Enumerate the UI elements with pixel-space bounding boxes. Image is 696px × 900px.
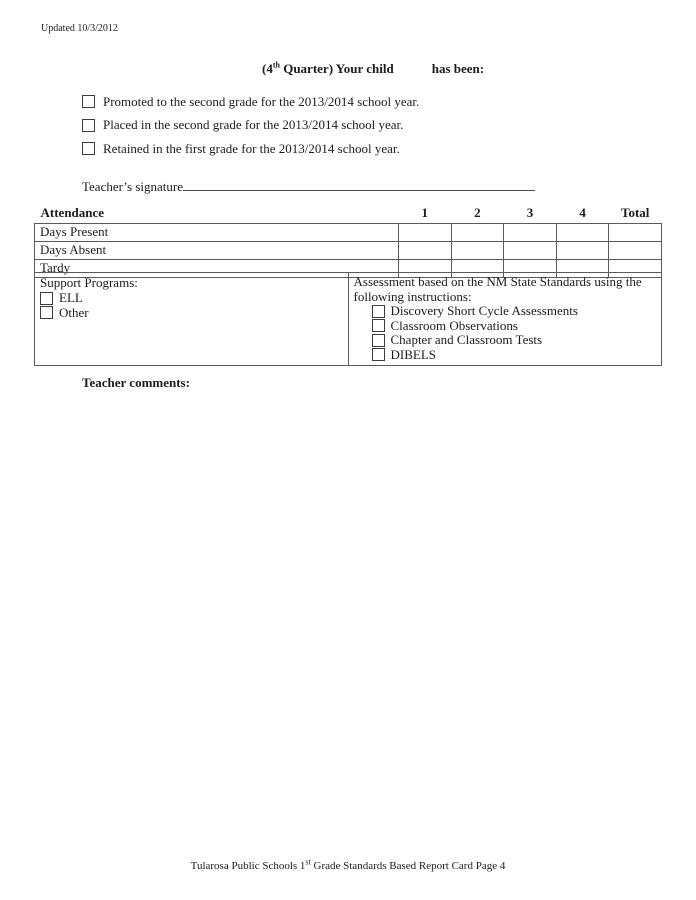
attendance-title: Attendance bbox=[40, 205, 105, 220]
promotion-option-row bbox=[82, 114, 419, 138]
placed-checkbox[interactable] bbox=[82, 119, 95, 132]
page-footer: Tularosa Public Schools 1st Grade Standards Based Report Card Page 4 bbox=[190, 857, 506, 872]
attendance-col-header: Total bbox=[620, 205, 650, 220]
attendance-cell[interactable] bbox=[399, 242, 452, 260]
assessment-option-row bbox=[372, 333, 657, 348]
ell-label: ELL bbox=[59, 290, 83, 306]
support-assessment-section bbox=[34, 272, 662, 366]
attendance-cell[interactable] bbox=[556, 242, 609, 260]
assessment-intro-line: following instructions: bbox=[353, 288, 472, 304]
attendance-col-header: 2 bbox=[474, 205, 481, 220]
promotion-options bbox=[82, 90, 419, 161]
retained-checkbox[interactable] bbox=[82, 142, 95, 155]
attendance-section bbox=[34, 205, 662, 278]
chapter-tests-label: Chapter and Classroom Tests bbox=[390, 332, 543, 348]
other-checkbox[interactable] bbox=[40, 306, 53, 319]
support-assessment-table bbox=[34, 272, 662, 366]
assessment-option-row bbox=[372, 319, 657, 334]
signature-label: Teacher’s signature bbox=[82, 179, 183, 194]
assessment-cell bbox=[348, 273, 662, 366]
classroom-observations-checkbox[interactable] bbox=[372, 319, 385, 332]
attendance-cell[interactable] bbox=[504, 224, 557, 242]
promoted-checkbox[interactable] bbox=[82, 95, 95, 108]
attendance-cell[interactable] bbox=[504, 242, 557, 260]
chapter-tests-checkbox[interactable] bbox=[372, 334, 385, 347]
support-option-row bbox=[40, 291, 343, 306]
updated-date: Updated 10/3/2012 bbox=[41, 23, 118, 34]
placed-label: Placed in the second grade for the 2013/2014 school year. bbox=[103, 117, 404, 133]
ordinal-superscript: st bbox=[305, 857, 311, 867]
discovery-checkbox[interactable] bbox=[372, 305, 385, 318]
assessment-option-row bbox=[372, 348, 657, 363]
ell-checkbox[interactable] bbox=[40, 292, 53, 305]
attendance-cell[interactable] bbox=[451, 242, 504, 260]
assessment-option-row bbox=[372, 304, 657, 319]
attendance-header-row bbox=[35, 205, 662, 224]
table-row bbox=[35, 242, 662, 260]
heading-has-been: has been: bbox=[431, 61, 485, 76]
classroom-observations-label: Classroom Observations bbox=[390, 317, 518, 333]
support-programs-cell bbox=[35, 273, 349, 366]
attendance-table bbox=[34, 205, 662, 278]
support-programs-title: Support Programs: bbox=[40, 275, 138, 290]
attendance-cell[interactable] bbox=[609, 242, 662, 260]
signature-line[interactable] bbox=[183, 177, 535, 191]
attendance-col-header: 1 bbox=[421, 205, 429, 220]
attendance-cell[interactable] bbox=[556, 224, 609, 242]
attendance-row-label: Days Present bbox=[35, 224, 399, 242]
quarter-heading-text: (4th Quarter) Your child bbox=[262, 60, 394, 76]
attendance-cell[interactable] bbox=[609, 224, 662, 242]
attendance-row-label: Days Absent bbox=[35, 242, 399, 260]
promotion-option-row bbox=[82, 90, 419, 114]
other-label: Other bbox=[59, 304, 89, 320]
teacher-comments-label: Teacher comments: bbox=[82, 375, 190, 390]
retained-label: Retained in the first grade for the 2013/2014 school year. bbox=[103, 140, 400, 156]
ordinal-superscript: th bbox=[272, 60, 280, 70]
attendance-col-header: 4 bbox=[579, 205, 586, 220]
promoted-label: Promoted to the second grade for the 2013/2014 school year. bbox=[103, 93, 420, 109]
table-row bbox=[35, 224, 662, 242]
attendance-col-header: 3 bbox=[526, 205, 534, 220]
attendance-cell[interactable] bbox=[399, 224, 452, 242]
attendance-cell[interactable] bbox=[451, 224, 504, 242]
support-option-row bbox=[40, 306, 343, 321]
attendance-row-label: Tardy bbox=[35, 260, 399, 278]
promotion-option-row bbox=[82, 137, 419, 161]
discovery-label: Discovery Short Cycle Assessments bbox=[390, 303, 578, 319]
assessment-intro-line: Assessment based on the NM State Standards using the bbox=[353, 274, 642, 289]
teacher-signature-row bbox=[82, 177, 535, 195]
dibels-checkbox[interactable] bbox=[372, 348, 385, 361]
quarter-heading bbox=[262, 61, 484, 77]
dibels-label: DIBELS bbox=[390, 346, 436, 362]
